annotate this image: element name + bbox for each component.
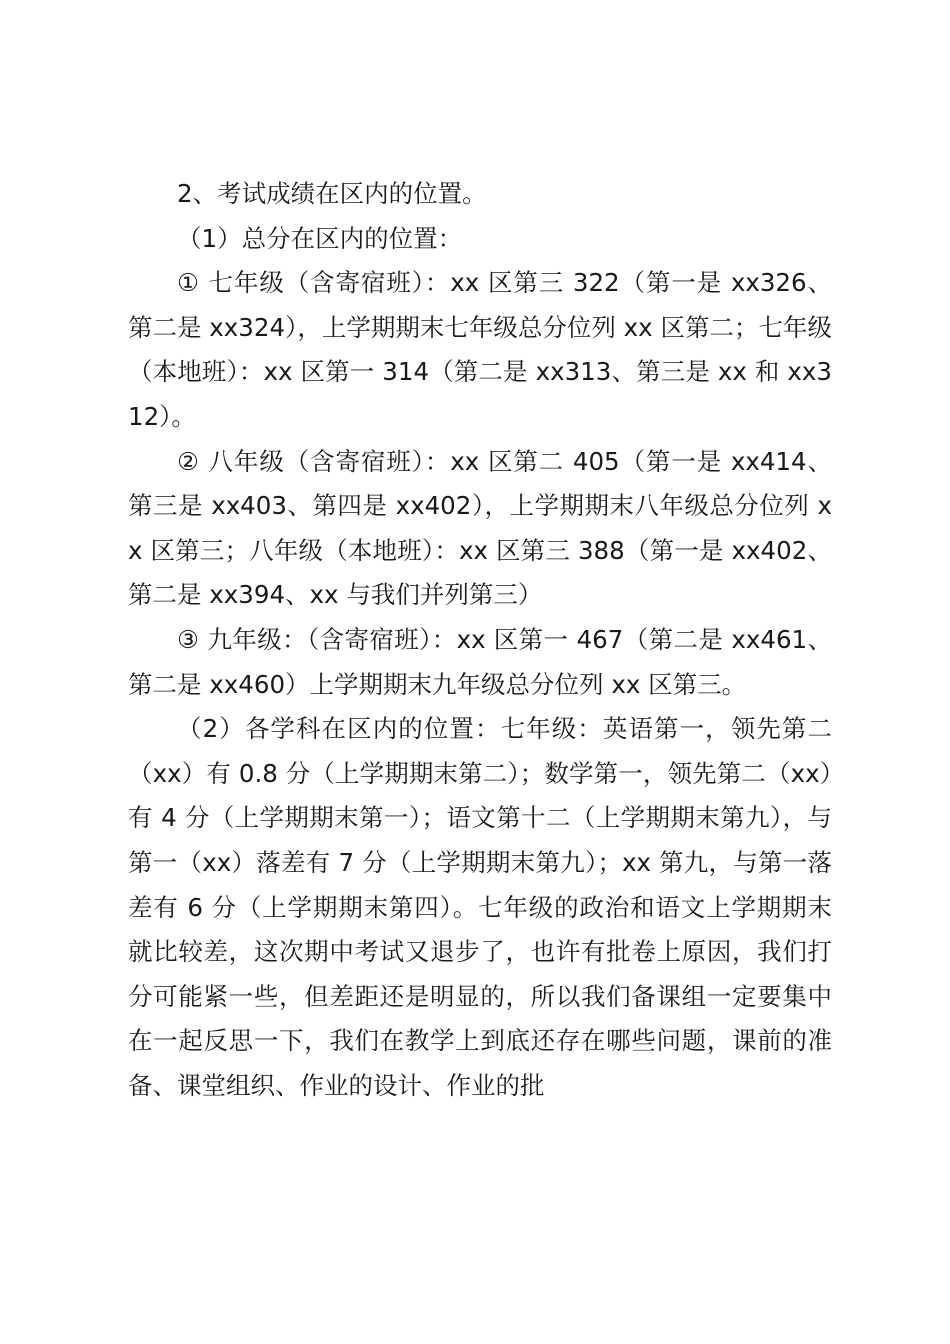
section-heading: 2、考试成绩在区内的位置。 xyxy=(177,179,487,208)
document-body xyxy=(128,172,832,1108)
paragraph-grade-seven: ① 七年级（含寄宿班）：xx 区第三 322（第一是 xx326、第二是 xx324），上学期期末七年级总分位列 xx 区第二；七年级（本地班）：xx 区第一 314（第二是 xx313、第三是 xx 和 xx312）。 xyxy=(128,268,832,431)
subsection-heading-total-score: （1）总分在区内的位置： xyxy=(177,223,463,253)
paragraph-subject-ranking: （2）各学科在区内的位置：七年级：英语第一，领先第二（xx）有 0.8 分（上学期期末第二）；数学第一，领先第二（xx）有 4 分（上学期期末第一）；语文第十二（上学期期末第九），与第一（xx）落差有 7 分（上学期期末第九）；xx 第九，与第一落差有 6 分（上学期期末第四）。七年级的政治和语文上学期期末就比较差，这次期中考试又退步了，也许有批卷上原因，我们打分可能紧一些，但差距还是明显的，所以我们备课组一定要集中在一起反思一下，我们在教学上到底还存在哪些问题，课前的准备、课堂组织、作业的设计、作业的批 xyxy=(128,714,832,1100)
paragraph-grade-eight: ② 八年级（含寄宿班）：xx 区第二 405（第一是 xx414、第三是 xx403、第四是 xx402），上学期期末八年级总分位列 xx 区第三；八年级（本地班）：xx 区第三 388（第一是 xx402、第二是 xx394、xx 与我们并列第三） xyxy=(128,446,832,610)
paragraph-grade-nine: ③ 九年级：（含寄宿班）：xx 区第一 467（第二是 xx461、第二是 xx460）上学期期末九年级总分位列 xx 区第三。 xyxy=(128,624,832,699)
